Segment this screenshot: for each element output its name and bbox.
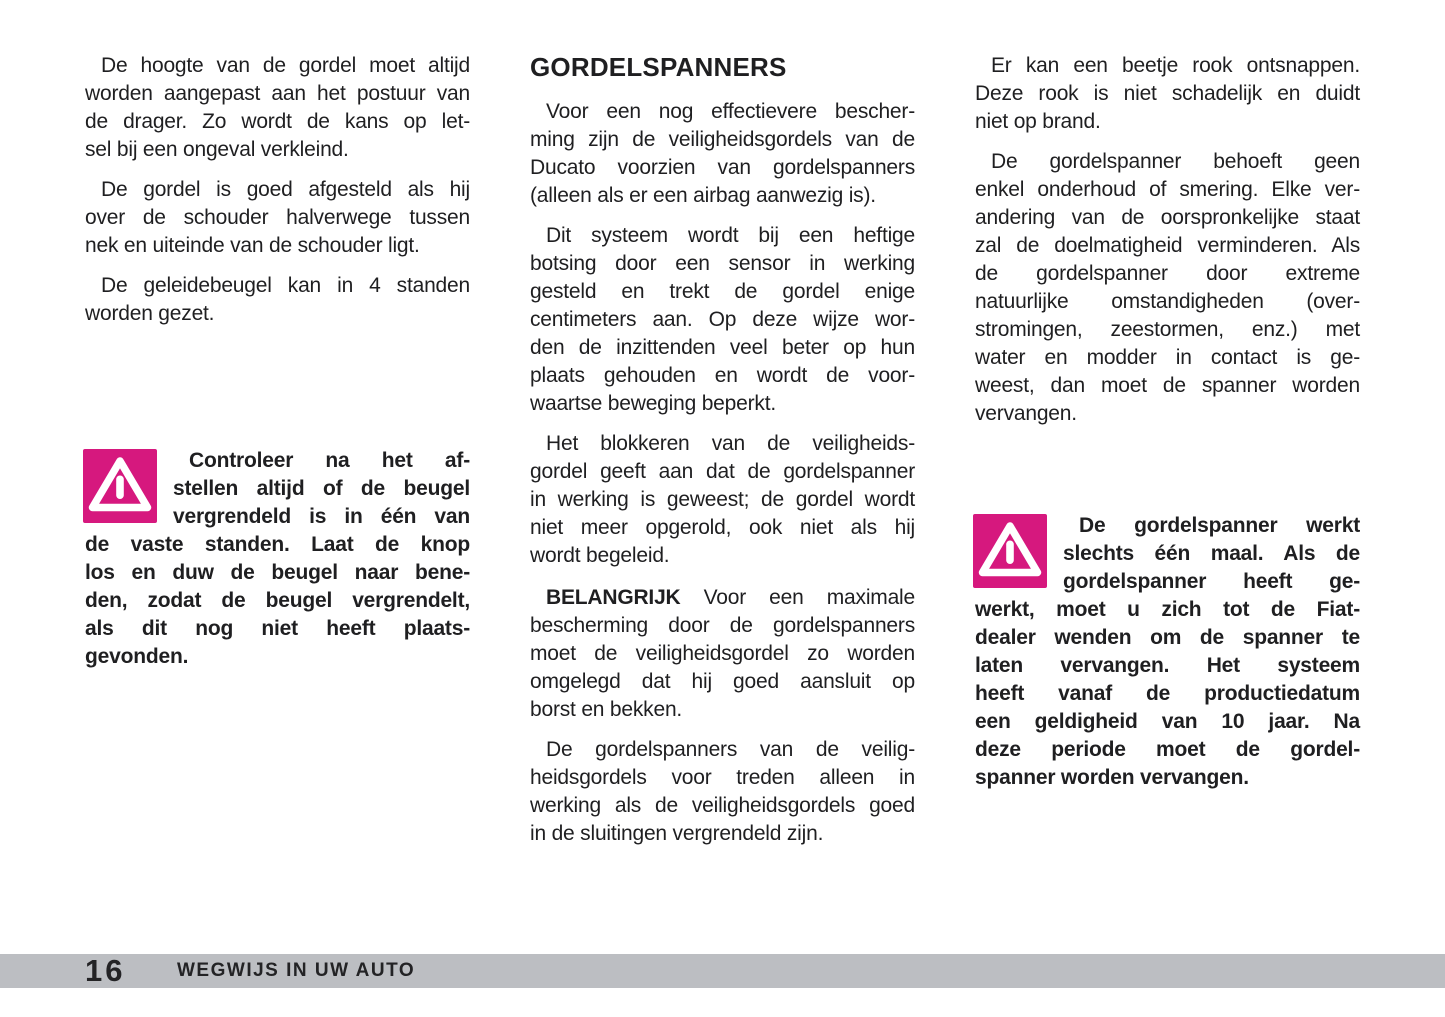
text-line: heeft vanaf de productiedatum (975, 682, 1360, 705)
text-line: De gordelspanner behoeft geen (991, 150, 1360, 173)
warning-block (975, 512, 1360, 792)
text-line: heidsgordels voor treden alleen in (530, 766, 915, 789)
paragraph (85, 52, 470, 164)
footer-bar (0, 954, 1445, 988)
text-line: worden aangepast aan het postuur van (85, 82, 470, 105)
text-line: water en modder in contact is ge- (975, 346, 1360, 369)
text-line: de vaste standen. Laat de knop (85, 533, 470, 556)
text-line: De gordelspanner werkt (1079, 514, 1360, 537)
text-line: De gordelspanners van de veilig- (546, 738, 915, 761)
text-line: omgelegd dat hij goed aansluit op (530, 670, 915, 693)
column-left (85, 52, 470, 671)
bold-keyword: BELANGRIJK (546, 586, 681, 609)
column-right (975, 52, 1360, 792)
text-line: botsing door een sensor in werking (530, 252, 915, 275)
column-middle (530, 52, 915, 860)
text-line: Het blokkeren van de veiligheids- (546, 432, 915, 455)
text-line: worden gezet. (85, 302, 215, 325)
text-line: moet de veiligheidsgordel zo worden (530, 642, 915, 665)
text-line: vergrendeld is in één van (173, 505, 470, 528)
text-line: centimeters aan. Op deze wijze wor- (530, 308, 915, 331)
paragraph (530, 430, 915, 570)
text-line: los en duw de beugel naar bene- (85, 561, 470, 584)
section-heading: GORDELSPANNERS (530, 52, 787, 82)
paragraph (530, 736, 915, 848)
text-line: plaats gehouden en wordt de voor- (530, 364, 915, 387)
text-line: nek en uiteinde van de schouder ligt. (85, 234, 420, 257)
text-line: Er kan een beetje rook ontsnappen. (991, 54, 1360, 77)
page-number: 16 (85, 953, 126, 988)
text-line: werking als de veiligheidsgordels goed (530, 794, 915, 817)
text-line: slechts één maal. Als de (1063, 542, 1360, 565)
text-line: stellen altijd of de beugel (173, 477, 470, 500)
text-line: waartse beweging beperkt. (530, 392, 776, 415)
text-line: (alleen als er een airbag aanwezig is). (530, 184, 876, 207)
text-line: laten vervangen. Het systeem (975, 654, 1360, 677)
warning-block (85, 447, 470, 671)
text-line: deze periode moet de gordel- (975, 738, 1360, 761)
footer-section-title: WEGWIJS IN UW AUTO (177, 960, 416, 981)
text-line: bescherming door de gordelspanners (530, 614, 915, 637)
text-line: sel bij een ongeval verkleind. (85, 138, 349, 161)
text-line: gevonden. (85, 645, 189, 668)
text-line: natuurlijke omstandigheden (over- (975, 290, 1360, 313)
text-line: De hoogte van de gordel moet altijd (101, 54, 470, 77)
text-line: over de schouder halverwege tussen (85, 206, 470, 229)
paragraph (85, 272, 470, 328)
warning-triangle-exclamation-icon (83, 449, 157, 523)
important-paragraph (530, 584, 915, 724)
text-line: als dit nog niet heeft plaats- (85, 617, 470, 640)
text-line: Voor een nog effectievere bescher- (546, 100, 915, 123)
text-line: niet op brand. (975, 110, 1101, 133)
paragraph (975, 52, 1360, 136)
text-line: Deze rook is niet schadelijk en duidt (975, 82, 1360, 105)
text-line: wordt begeleid. (530, 544, 670, 567)
paragraph (530, 222, 915, 418)
warning-triangle-exclamation-icon (973, 514, 1047, 588)
text-line: De geleidebeugel kan in 4 standen (101, 274, 470, 297)
text-line: den de inzittenden veel beter op hun (530, 336, 915, 359)
text-line: werkt, moet u zich tot de Fiat- (975, 598, 1360, 621)
text-line: De gordel is goed afgesteld als hij (101, 178, 470, 201)
text-line: de gordelspanner door extreme (975, 262, 1360, 285)
text-line: spanner worden vervangen. (975, 766, 1249, 789)
text-line: Dit systeem wordt bij een heftige (546, 224, 915, 247)
text-line: borst en bekken. (530, 698, 683, 721)
text-line: den, zodat de beugel vergrendelt, (85, 589, 470, 612)
text-line: een geldigheid van 10 jaar. Na (975, 710, 1360, 733)
text-line: BELANGRIJK Voor een maximale (546, 586, 915, 609)
paragraph (85, 176, 470, 260)
text-line: andering van de oorspronkelijke staat (975, 206, 1360, 229)
text-line: Controleer na het af- (189, 449, 470, 472)
text-line: weest, dan moet de spanner worden (975, 374, 1360, 397)
text-line: stromingen, zeestormen, enz.) met (975, 318, 1360, 341)
text-line: dealer wenden om de spanner te (975, 626, 1360, 649)
paragraph (530, 98, 915, 210)
text-line: in werking is geweest; de gordel wordt (530, 488, 915, 511)
text-line: gordel geeft aan dat de gordelspanner (530, 460, 915, 483)
text-line: in de sluitingen vergrendeld zijn. (530, 822, 824, 845)
text-line: de drager. Zo wordt de kans op let- (85, 110, 470, 133)
text-line: enkel onderhoud of smering. Elke ver- (975, 178, 1360, 201)
text-line: vervangen. (975, 402, 1077, 425)
text-line: niet meer opgerold, ook niet als hij (530, 516, 915, 539)
text-line: zal de doelmatigheid verminderen. Als (975, 234, 1360, 257)
text-line: ming zijn de veiligheidsgordels van de (530, 128, 915, 151)
paragraph (975, 148, 1360, 428)
text-line: Ducato voorzien van gordelspanners (530, 156, 915, 179)
text-line: gesteld en trekt de gordel enige (530, 280, 915, 303)
text-line: gordelspanner heeft ge- (1063, 570, 1360, 593)
